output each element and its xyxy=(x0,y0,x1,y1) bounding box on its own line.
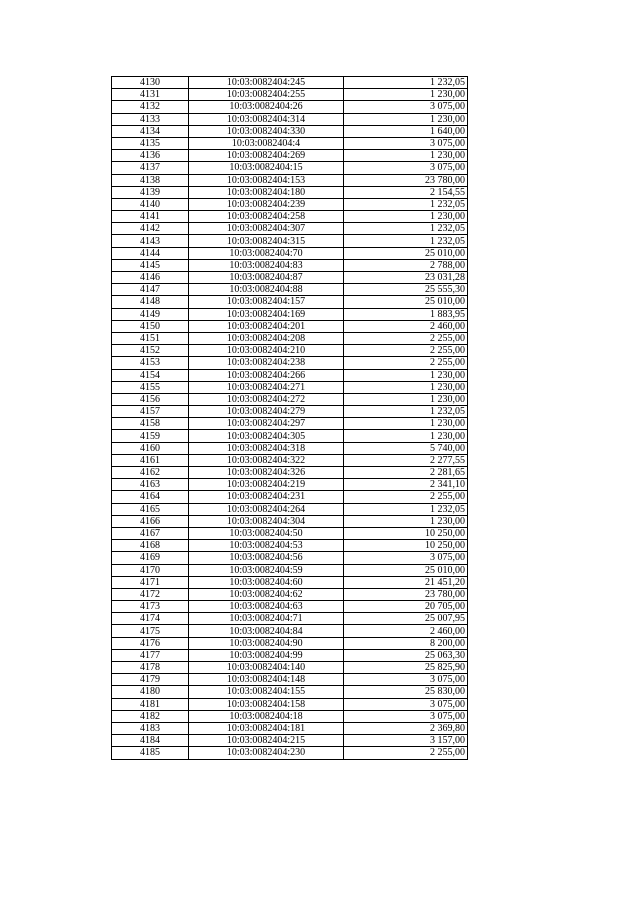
table-row xyxy=(112,552,468,564)
value-cell: 2 460,00 xyxy=(344,625,468,637)
value-cell: 8 200,00 xyxy=(344,637,468,649)
table-row xyxy=(112,332,468,344)
value-cell: 3 075,00 xyxy=(344,162,468,174)
value-cell: 3 075,00 xyxy=(344,674,468,686)
value-cell: 1 232,05 xyxy=(344,406,468,418)
table-row xyxy=(112,527,468,539)
row-number-cell: 4137 xyxy=(112,162,189,174)
value-cell: 2 255,00 xyxy=(344,357,468,369)
cadastral-number-cell: 10:03:0082404:84 xyxy=(189,625,344,637)
row-number-cell: 4150 xyxy=(112,320,189,332)
table-row xyxy=(112,272,468,284)
row-number-cell: 4162 xyxy=(112,467,189,479)
value-cell: 25 555,30 xyxy=(344,284,468,296)
value-cell: 23 031,28 xyxy=(344,272,468,284)
value-cell: 25 010,00 xyxy=(344,247,468,259)
table-row xyxy=(112,601,468,613)
cadastral-number-cell: 10:03:0082404:83 xyxy=(189,259,344,271)
cadastral-number-cell: 10:03:0082404:148 xyxy=(189,674,344,686)
row-number-cell: 4157 xyxy=(112,406,189,418)
value-cell: 2 277,55 xyxy=(344,454,468,466)
row-number-cell: 4174 xyxy=(112,613,189,625)
value-cell: 21 451,20 xyxy=(344,576,468,588)
row-number-cell: 4167 xyxy=(112,527,189,539)
value-cell: 10 250,00 xyxy=(344,527,468,539)
value-cell: 2 788,00 xyxy=(344,259,468,271)
cadastral-number-cell: 10:03:0082404:305 xyxy=(189,430,344,442)
table-row xyxy=(112,284,468,296)
row-number-cell: 4170 xyxy=(112,564,189,576)
table-row xyxy=(112,698,468,710)
value-cell: 1 230,00 xyxy=(344,381,468,393)
value-cell: 1 232,05 xyxy=(344,503,468,515)
table-row xyxy=(112,125,468,137)
table-row xyxy=(112,576,468,588)
row-number-cell: 4163 xyxy=(112,479,189,491)
value-cell: 1 232,05 xyxy=(344,198,468,210)
value-cell: 10 250,00 xyxy=(344,540,468,552)
value-cell: 2 341,10 xyxy=(344,479,468,491)
row-number-cell: 4169 xyxy=(112,552,189,564)
row-number-cell: 4133 xyxy=(112,113,189,125)
row-number-cell: 4173 xyxy=(112,601,189,613)
row-number-cell: 4168 xyxy=(112,540,189,552)
value-cell: 1 232,05 xyxy=(344,77,468,89)
value-cell: 25 010,00 xyxy=(344,564,468,576)
row-number-cell: 4159 xyxy=(112,430,189,442)
row-number-cell: 4182 xyxy=(112,710,189,722)
cadastral-number-cell: 10:03:0082404:88 xyxy=(189,284,344,296)
value-cell: 25 830,00 xyxy=(344,686,468,698)
cadastral-number-cell: 10:03:0082404:158 xyxy=(189,698,344,710)
table-row xyxy=(112,150,468,162)
value-cell: 1 230,00 xyxy=(344,113,468,125)
value-cell: 3 075,00 xyxy=(344,137,468,149)
table-row xyxy=(112,747,468,759)
cadastral-number-cell: 10:03:0082404:322 xyxy=(189,454,344,466)
row-number-cell: 4164 xyxy=(112,491,189,503)
cadastral-number-cell: 10:03:0082404:219 xyxy=(189,479,344,491)
value-cell: 1 230,00 xyxy=(344,430,468,442)
table-row xyxy=(112,211,468,223)
table-row xyxy=(112,162,468,174)
cadastral-number-cell: 10:03:0082404:153 xyxy=(189,174,344,186)
table-row xyxy=(112,393,468,405)
row-number-cell: 4151 xyxy=(112,332,189,344)
cadastral-number-cell: 10:03:0082404:62 xyxy=(189,588,344,600)
cadastral-number-cell: 10:03:0082404:245 xyxy=(189,77,344,89)
table-row xyxy=(112,588,468,600)
cadastral-number-cell: 10:03:0082404:87 xyxy=(189,272,344,284)
cadastral-number-cell: 10:03:0082404:26 xyxy=(189,101,344,113)
cadastral-number-cell: 10:03:0082404:169 xyxy=(189,308,344,320)
cadastral-number-cell: 10:03:0082404:201 xyxy=(189,320,344,332)
row-number-cell: 4141 xyxy=(112,211,189,223)
cadastral-number-cell: 10:03:0082404:230 xyxy=(189,747,344,759)
cadastral-number-cell: 10:03:0082404:238 xyxy=(189,357,344,369)
row-number-cell: 4158 xyxy=(112,418,189,430)
cadastral-number-cell: 10:03:0082404:318 xyxy=(189,442,344,454)
cadastral-number-cell: 10:03:0082404:258 xyxy=(189,211,344,223)
row-number-cell: 4140 xyxy=(112,198,189,210)
cadastral-number-cell: 10:03:0082404:330 xyxy=(189,125,344,137)
table-row xyxy=(112,381,468,393)
cadastral-number-cell: 10:03:0082404:4 xyxy=(189,137,344,149)
value-cell: 1 230,00 xyxy=(344,393,468,405)
table-row xyxy=(112,735,468,747)
value-cell: 1 230,00 xyxy=(344,211,468,223)
table-row xyxy=(112,710,468,722)
value-cell: 2 460,00 xyxy=(344,320,468,332)
cadastral-number-cell: 10:03:0082404:50 xyxy=(189,527,344,539)
row-number-cell: 4134 xyxy=(112,125,189,137)
table-row xyxy=(112,649,468,661)
table-row xyxy=(112,686,468,698)
table-row xyxy=(112,722,468,734)
value-cell: 1 230,00 xyxy=(344,515,468,527)
cadastral-number-cell: 10:03:0082404:18 xyxy=(189,710,344,722)
value-cell: 23 780,00 xyxy=(344,588,468,600)
value-cell: 1 640,00 xyxy=(344,125,468,137)
row-number-cell: 4143 xyxy=(112,235,189,247)
table-row xyxy=(112,540,468,552)
value-cell: 25 063,30 xyxy=(344,649,468,661)
cadastral-number-cell: 10:03:0082404:231 xyxy=(189,491,344,503)
row-number-cell: 4177 xyxy=(112,649,189,661)
row-number-cell: 4160 xyxy=(112,442,189,454)
cadastral-number-cell: 10:03:0082404:239 xyxy=(189,198,344,210)
cadastral-number-cell: 10:03:0082404:279 xyxy=(189,406,344,418)
table-row xyxy=(112,430,468,442)
table-row xyxy=(112,662,468,674)
row-number-cell: 4180 xyxy=(112,686,189,698)
cadastral-number-cell: 10:03:0082404:304 xyxy=(189,515,344,527)
table-row xyxy=(112,320,468,332)
value-cell: 2 255,00 xyxy=(344,491,468,503)
cadastral-number-cell: 10:03:0082404:210 xyxy=(189,345,344,357)
row-number-cell: 4135 xyxy=(112,137,189,149)
value-cell: 23 780,00 xyxy=(344,174,468,186)
row-number-cell: 4136 xyxy=(112,150,189,162)
table-row xyxy=(112,101,468,113)
value-cell: 1 883,95 xyxy=(344,308,468,320)
table-row xyxy=(112,308,468,320)
table-row xyxy=(112,625,468,637)
row-number-cell: 4153 xyxy=(112,357,189,369)
table-row xyxy=(112,503,468,515)
table-row xyxy=(112,369,468,381)
row-number-cell: 4171 xyxy=(112,576,189,588)
cadastral-number-cell: 10:03:0082404:271 xyxy=(189,381,344,393)
cadastral-value-table xyxy=(111,76,468,760)
value-cell: 1 230,00 xyxy=(344,418,468,430)
cadastral-number-cell: 10:03:0082404:215 xyxy=(189,735,344,747)
row-number-cell: 4132 xyxy=(112,101,189,113)
value-cell: 2 154,55 xyxy=(344,186,468,198)
table-row xyxy=(112,418,468,430)
table-row xyxy=(112,479,468,491)
row-number-cell: 4149 xyxy=(112,308,189,320)
table-row xyxy=(112,357,468,369)
table-row xyxy=(112,564,468,576)
value-cell: 25 825,90 xyxy=(344,662,468,674)
cadastral-number-cell: 10:03:0082404:56 xyxy=(189,552,344,564)
cadastral-number-cell: 10:03:0082404:297 xyxy=(189,418,344,430)
row-number-cell: 4184 xyxy=(112,735,189,747)
row-number-cell: 4183 xyxy=(112,722,189,734)
value-cell: 1 232,05 xyxy=(344,223,468,235)
cadastral-number-cell: 10:03:0082404:59 xyxy=(189,564,344,576)
table-row xyxy=(112,491,468,503)
row-number-cell: 4152 xyxy=(112,345,189,357)
value-cell: 25 007,95 xyxy=(344,613,468,625)
table-row xyxy=(112,637,468,649)
table-row xyxy=(112,174,468,186)
cadastral-number-cell: 10:03:0082404:314 xyxy=(189,113,344,125)
table-row xyxy=(112,442,468,454)
value-cell: 2 255,00 xyxy=(344,332,468,344)
cadastral-number-cell: 10:03:0082404:99 xyxy=(189,649,344,661)
table-row xyxy=(112,259,468,271)
value-cell: 2 281,65 xyxy=(344,467,468,479)
cadastral-number-cell: 10:03:0082404:53 xyxy=(189,540,344,552)
cadastral-number-cell: 10:03:0082404:63 xyxy=(189,601,344,613)
cadastral-number-cell: 10:03:0082404:70 xyxy=(189,247,344,259)
value-cell: 3 075,00 xyxy=(344,552,468,564)
table-row xyxy=(112,406,468,418)
row-number-cell: 4139 xyxy=(112,186,189,198)
row-number-cell: 4142 xyxy=(112,223,189,235)
row-number-cell: 4178 xyxy=(112,662,189,674)
table-row xyxy=(112,674,468,686)
value-cell: 2 255,00 xyxy=(344,747,468,759)
row-number-cell: 4185 xyxy=(112,747,189,759)
cadastral-number-cell: 10:03:0082404:71 xyxy=(189,613,344,625)
row-number-cell: 4154 xyxy=(112,369,189,381)
value-cell: 3 075,00 xyxy=(344,698,468,710)
table-body xyxy=(112,77,468,760)
table-row xyxy=(112,198,468,210)
table-row xyxy=(112,235,468,247)
cadastral-number-cell: 10:03:0082404:60 xyxy=(189,576,344,588)
value-cell: 2 255,00 xyxy=(344,345,468,357)
value-cell: 1 230,00 xyxy=(344,89,468,101)
value-cell: 1 230,00 xyxy=(344,369,468,381)
row-number-cell: 4148 xyxy=(112,296,189,308)
row-number-cell: 4146 xyxy=(112,272,189,284)
row-number-cell: 4165 xyxy=(112,503,189,515)
row-number-cell: 4161 xyxy=(112,454,189,466)
table-row xyxy=(112,137,468,149)
row-number-cell: 4176 xyxy=(112,637,189,649)
table-row xyxy=(112,454,468,466)
value-cell: 2 369,80 xyxy=(344,722,468,734)
value-cell: 3 157,00 xyxy=(344,735,468,747)
table-row xyxy=(112,186,468,198)
row-number-cell: 4181 xyxy=(112,698,189,710)
cadastral-number-cell: 10:03:0082404:181 xyxy=(189,722,344,734)
table-row xyxy=(112,515,468,527)
table-row xyxy=(112,247,468,259)
row-number-cell: 4144 xyxy=(112,247,189,259)
cadastral-number-cell: 10:03:0082404:269 xyxy=(189,150,344,162)
value-cell: 25 010,00 xyxy=(344,296,468,308)
cadastral-number-cell: 10:03:0082404:255 xyxy=(189,89,344,101)
table-row xyxy=(112,77,468,89)
cadastral-number-cell: 10:03:0082404:326 xyxy=(189,467,344,479)
row-number-cell: 4147 xyxy=(112,284,189,296)
cadastral-number-cell: 10:03:0082404:264 xyxy=(189,503,344,515)
row-number-cell: 4130 xyxy=(112,77,189,89)
table-row xyxy=(112,345,468,357)
table-row xyxy=(112,296,468,308)
row-number-cell: 4145 xyxy=(112,259,189,271)
cadastral-number-cell: 10:03:0082404:140 xyxy=(189,662,344,674)
cadastral-number-cell: 10:03:0082404:266 xyxy=(189,369,344,381)
value-cell: 5 740,00 xyxy=(344,442,468,454)
row-number-cell: 4155 xyxy=(112,381,189,393)
value-cell: 3 075,00 xyxy=(344,710,468,722)
cadastral-number-cell: 10:03:0082404:90 xyxy=(189,637,344,649)
row-number-cell: 4179 xyxy=(112,674,189,686)
cadastral-number-cell: 10:03:0082404:155 xyxy=(189,686,344,698)
value-cell: 1 232,05 xyxy=(344,235,468,247)
value-cell: 20 705,00 xyxy=(344,601,468,613)
row-number-cell: 4138 xyxy=(112,174,189,186)
cadastral-number-cell: 10:03:0082404:157 xyxy=(189,296,344,308)
table-row xyxy=(112,467,468,479)
table-row xyxy=(112,89,468,101)
table-row xyxy=(112,613,468,625)
value-cell: 3 075,00 xyxy=(344,101,468,113)
row-number-cell: 4156 xyxy=(112,393,189,405)
row-number-cell: 4166 xyxy=(112,515,189,527)
cadastral-number-cell: 10:03:0082404:272 xyxy=(189,393,344,405)
cadastral-number-cell: 10:03:0082404:208 xyxy=(189,332,344,344)
table-row xyxy=(112,223,468,235)
cadastral-number-cell: 10:03:0082404:15 xyxy=(189,162,344,174)
value-cell: 1 230,00 xyxy=(344,150,468,162)
cadastral-number-cell: 10:03:0082404:307 xyxy=(189,223,344,235)
cadastral-number-cell: 10:03:0082404:180 xyxy=(189,186,344,198)
table-row xyxy=(112,113,468,125)
row-number-cell: 4172 xyxy=(112,588,189,600)
row-number-cell: 4131 xyxy=(112,89,189,101)
cadastral-number-cell: 10:03:0082404:315 xyxy=(189,235,344,247)
row-number-cell: 4175 xyxy=(112,625,189,637)
